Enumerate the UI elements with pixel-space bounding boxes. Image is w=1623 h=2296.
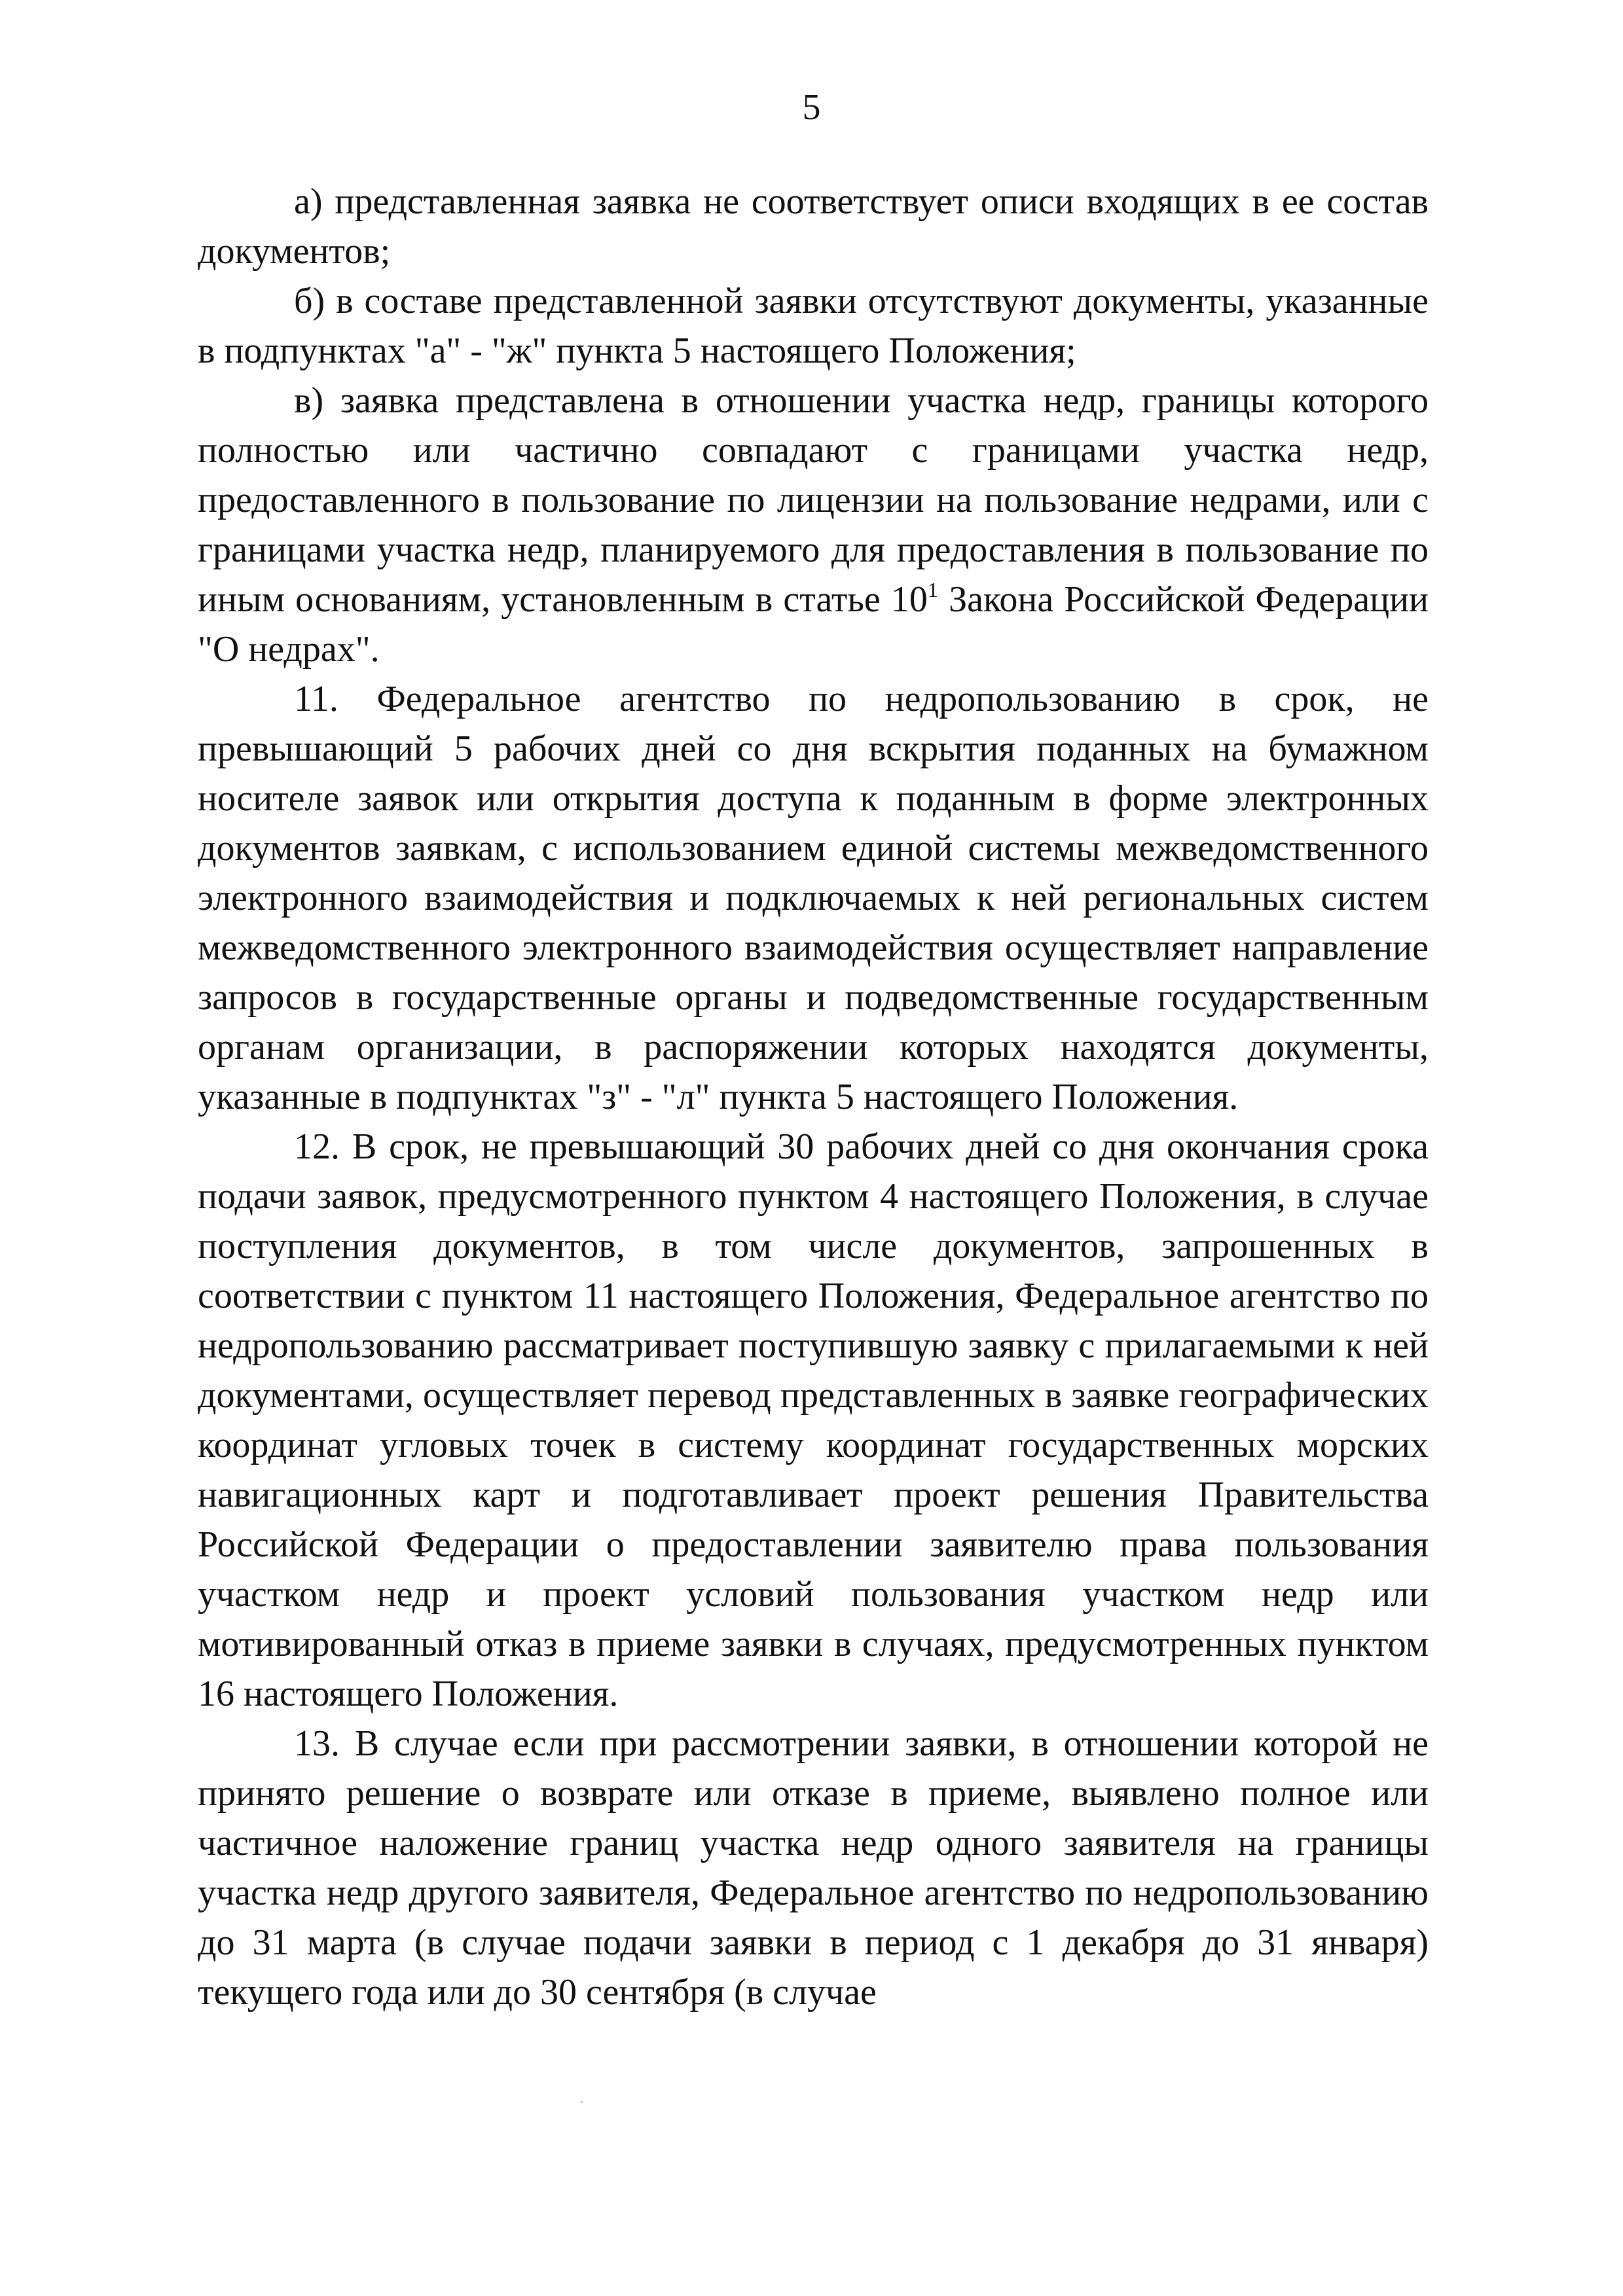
paragraph-point-11: 11. Федеральное агентство по недропользованию в срок, не превышающий 5 рабочих дней со дня вскрытия поданных на бумажном носителе заявок или открытия доступа к поданным в форме электронных документов заявкам, с использованием единой системы межведомственного электронного взаимодействия и подключаемых к ней региональных систем межведомственного электронного взаимодействия осуществляет направление запросов в государственные органы и подведомственные государственным органам организации, в распоряжении которых находятся документы, указанные в подпунктах "з" - "л" пункта 5 настоящего Положения.: [198, 679, 1429, 1117]
paragraph-item-v: [198, 376, 1429, 674]
paragraph-item-v-text-end: Закона Российской Федерации "О недрах".: [198, 579, 1429, 670]
document-body: [198, 177, 1429, 2017]
scan-speck: [581, 2101, 583, 2103]
paragraph-item-v-text: в) заявка представлена в отношении участка недр, границы которого полностью или частично совпадают с границами участка недр, предоставленного в пользование по лицензии на пользование недрами, или с границами участка недр, планируемого для предоставления в пользование по иным основаниям, установленным в статье 10: [198, 380, 1429, 620]
page-number: 5: [802, 87, 821, 128]
article-superscript: 1: [927, 578, 938, 601]
paragraph-item-a: а) представленная заявка не соответствует описи входящих в ее состав документов;: [198, 181, 1429, 272]
paragraph-point-12: 12. В срок, не превышающий 30 рабочих дней со дня окончания срока подачи заявок, предусмотренного пунктом 4 настоящего Положения, в случае поступления документов, в том числе документов, запрошенных в соответствии с пунктом 11 настоящего Положения, Федеральное агентство по недропользованию рассматривает поступившую заявку с прилагаемыми к ней документами, осуществляет перевод представленных в заявке географических координат угловых точек в систему координат государственных морских навигационных карт и подготавливает проект решения Правительства Российской Федерации о предоставлении заявителю права пользования участком недр и проект условий пользования участком недр или мотивированный отказ в приеме заявки в случаях, предусмотренных пунктом 16 настоящего Положения.: [198, 1126, 1429, 1714]
paragraph-point-13: 13. В случае если при рассмотрении заявки, в отношении которой не принято решение о возврате или отказе в приеме, выявлено полное или частичное наложение границ участка недр одного заявителя на границы участка недр другого заявителя, Федеральное агентство по недропользованию до 31 марта (в случае подачи заявки в период с 1 декабря до 31 января) текущего года или до 30 сентября (в случае: [198, 1723, 1429, 2013]
paragraph-item-b: б) в составе представленной заявки отсутствуют документы, указанные в подпунктах "а" - "ж" пункта 5 настоящего Положения;: [198, 281, 1429, 371]
